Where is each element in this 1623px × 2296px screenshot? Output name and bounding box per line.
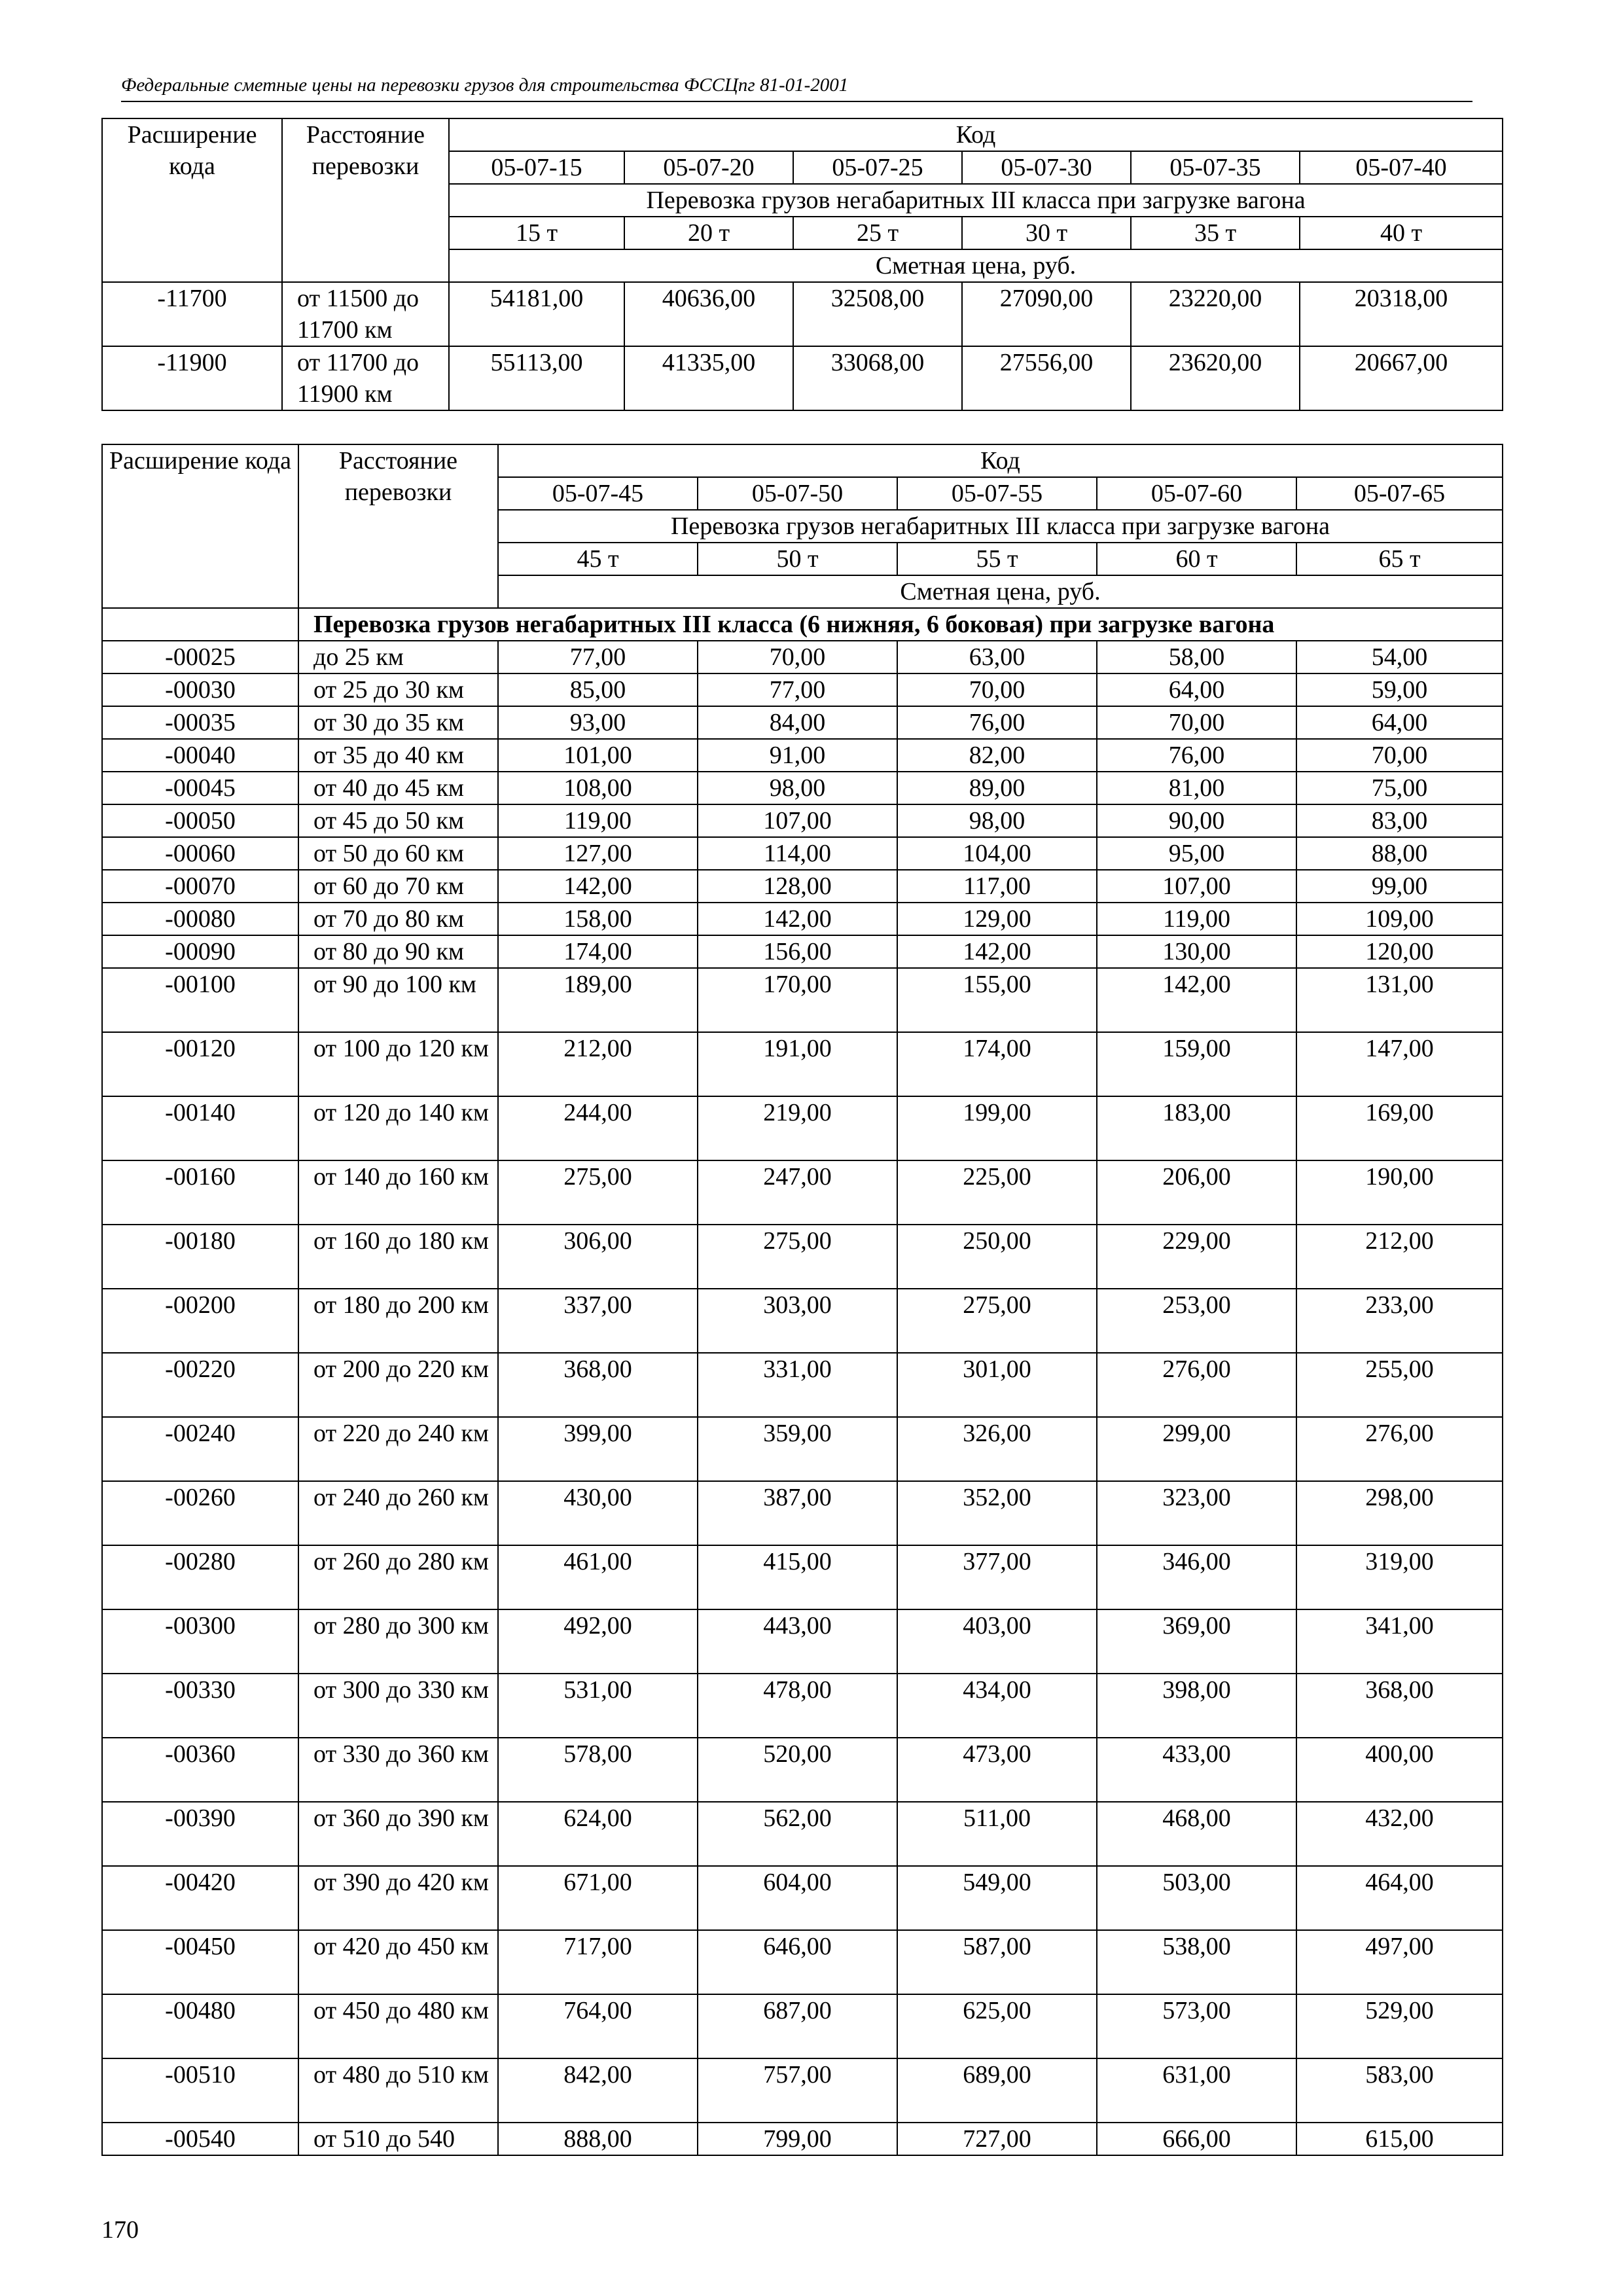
price-cell: 301,00: [897, 1353, 1097, 1417]
price-cell: 275,00: [498, 1160, 698, 1225]
col-header-code: Код: [498, 444, 1503, 477]
row-extension: -00260: [102, 1481, 298, 1545]
price-cell: 631,00: [1097, 2058, 1296, 2123]
row-extension: -00080: [102, 903, 298, 935]
price-cell: 127,00: [498, 837, 698, 870]
price-cell: 91,00: [698, 739, 897, 772]
price-cell: 32508,00: [793, 282, 962, 346]
price-cell: 727,00: [897, 2123, 1097, 2155]
price-cell: 276,00: [1097, 1353, 1296, 1417]
price-cell: 119,00: [1097, 903, 1296, 935]
price-cell: 368,00: [498, 1353, 698, 1417]
price-cell: 478,00: [698, 1674, 897, 1738]
price-cell: 244,00: [498, 1096, 698, 1160]
row-distance: от 330 до 360 км: [298, 1738, 498, 1802]
price-cell: 95,00: [1097, 837, 1296, 870]
price-cell: 503,00: [1097, 1866, 1296, 1930]
price-cell: 190,00: [1296, 1160, 1503, 1225]
price-cell: 687,00: [698, 1994, 897, 2058]
table-row: [102, 641, 1503, 673]
price-cell: 99,00: [1296, 870, 1503, 903]
price-cell: 323,00: [1097, 1481, 1296, 1545]
price-cell: 77,00: [498, 641, 698, 673]
price-cell: 183,00: [1097, 1096, 1296, 1160]
price-table-1: [101, 118, 1503, 411]
row-extension: -00280: [102, 1545, 298, 1609]
table-row: [102, 282, 1503, 346]
price-cell: 757,00: [698, 2058, 897, 2123]
price-cell: 352,00: [897, 1481, 1097, 1545]
row-distance: от 280 до 300 км: [298, 1609, 498, 1674]
price-cell: 464,00: [1296, 1866, 1503, 1930]
col-header-extension: Расширение кода: [102, 444, 298, 608]
price-cell: 671,00: [498, 1866, 698, 1930]
price-cell: 107,00: [1097, 870, 1296, 903]
section-heading: Перевозка грузов негабаритных III класса (6 нижняя, 6 боковая) при загрузке вагона: [298, 608, 1503, 641]
row-extension: -00060: [102, 837, 298, 870]
col-header-extension: Расширение кода: [102, 118, 282, 282]
table-row: [102, 1289, 1503, 1353]
price-cell: 764,00: [498, 1994, 698, 2058]
price-cell: 319,00: [1296, 1545, 1503, 1609]
price-cell: 82,00: [897, 739, 1097, 772]
row-extension: -00180: [102, 1225, 298, 1289]
price-cell: 77,00: [698, 673, 897, 706]
row-distance: от 30 до 35 км: [298, 706, 498, 739]
price-cell: 64,00: [1097, 673, 1296, 706]
col-header-distance: Расстояние перевозки: [298, 444, 498, 608]
row-distance: от 260 до 280 км: [298, 1545, 498, 1609]
price-cell: 142,00: [1097, 968, 1296, 1032]
price-cell: 468,00: [1097, 1802, 1296, 1866]
price-cell: 529,00: [1296, 1994, 1503, 2058]
row-extension: -00050: [102, 804, 298, 837]
price-cell: 90,00: [1097, 804, 1296, 837]
price-cell: 174,00: [498, 935, 698, 968]
row-distance: от 80 до 90 км: [298, 935, 498, 968]
col-header-distance: Расстояние перевозки: [282, 118, 449, 282]
price-cell: 89,00: [897, 772, 1097, 804]
price-cell: 70,00: [698, 641, 897, 673]
price-cell: 583,00: [1296, 2058, 1503, 2123]
row-extension: -00360: [102, 1738, 298, 1802]
price-cell: 368,00: [1296, 1674, 1503, 1738]
price-cell: 531,00: [498, 1674, 698, 1738]
table-row: [102, 1032, 1503, 1096]
table-row: [102, 968, 1503, 1032]
row-extension: -00540: [102, 2123, 298, 2155]
price-cell: 212,00: [498, 1032, 698, 1096]
price-cell: 624,00: [498, 1802, 698, 1866]
row-distance: от 70 до 80 км: [298, 903, 498, 935]
code-cell: 05-07-25: [793, 151, 962, 184]
price-cell: 147,00: [1296, 1032, 1503, 1096]
table-body: [102, 641, 1503, 2155]
row-distance: от 240 до 260 км: [298, 1481, 498, 1545]
price-cell: 98,00: [698, 772, 897, 804]
section-spacer: [102, 608, 298, 641]
price-cell: 20318,00: [1300, 282, 1503, 346]
price-cell: 27556,00: [962, 346, 1131, 410]
table-row: [102, 1994, 1503, 2058]
price-cell: 842,00: [498, 2058, 698, 2123]
price-cell: 41335,00: [624, 346, 793, 410]
price-cell: 276,00: [1296, 1417, 1503, 1481]
price-cell: 130,00: [1097, 935, 1296, 968]
row-extension: -00300: [102, 1609, 298, 1674]
row-distance: от 180 до 200 км: [298, 1289, 498, 1353]
code-cell: 05-07-60: [1097, 477, 1296, 510]
load-cell: 25 т: [793, 217, 962, 249]
price-cell: 387,00: [698, 1481, 897, 1545]
table-row: [102, 739, 1503, 772]
row-extension: -00330: [102, 1674, 298, 1738]
price-cell: 40636,00: [624, 282, 793, 346]
price-cell: 104,00: [897, 837, 1097, 870]
price-cell: 888,00: [498, 2123, 698, 2155]
price-cell: 142,00: [698, 903, 897, 935]
row-distance: от 450 до 480 км: [298, 1994, 498, 2058]
row-distance: от 480 до 510 км: [298, 2058, 498, 2123]
table-row: [102, 1417, 1503, 1481]
table-row: [102, 1481, 1503, 1545]
price-cell: 369,00: [1097, 1609, 1296, 1674]
table-row: [102, 1609, 1503, 1674]
row-distance: от 25 до 30 км: [298, 673, 498, 706]
price-cell: 27090,00: [962, 282, 1131, 346]
running-header: Федеральные сметные цены на перевозки грузов для строительства ФССЦпг 81-01-2001: [121, 75, 849, 96]
price-cell: 98,00: [897, 804, 1097, 837]
table-row: [102, 1738, 1503, 1802]
table-row: [102, 935, 1503, 968]
row-distance: от 50 до 60 км: [298, 837, 498, 870]
row-extension: -11900: [102, 346, 282, 410]
row-extension: -11700: [102, 282, 282, 346]
code-cell: 05-07-35: [1131, 151, 1300, 184]
price-cell: 337,00: [498, 1289, 698, 1353]
price-cell: 255,00: [1296, 1353, 1503, 1417]
table-row: [102, 346, 1503, 410]
row-distance: от 300 до 330 км: [298, 1674, 498, 1738]
price-cell: 191,00: [698, 1032, 897, 1096]
row-extension: -00240: [102, 1417, 298, 1481]
price-cell: 129,00: [897, 903, 1097, 935]
price-label: Сметная цена, руб.: [449, 249, 1503, 282]
price-cell: 93,00: [498, 706, 698, 739]
price-cell: 497,00: [1296, 1930, 1503, 1994]
row-extension: -00220: [102, 1353, 298, 1417]
row-extension: -00030: [102, 673, 298, 706]
price-table-2: [101, 444, 1503, 2156]
price-cell: 331,00: [698, 1353, 897, 1417]
load-cell: 45 т: [498, 543, 698, 575]
price-cell: 377,00: [897, 1545, 1097, 1609]
price-cell: 84,00: [698, 706, 897, 739]
table-row: [102, 1096, 1503, 1160]
price-cell: 433,00: [1097, 1738, 1296, 1802]
load-cell: 60 т: [1097, 543, 1296, 575]
price-cell: 398,00: [1097, 1674, 1296, 1738]
row-extension: -00120: [102, 1032, 298, 1096]
table-row: [102, 1930, 1503, 1994]
row-extension: -00100: [102, 968, 298, 1032]
price-cell: 432,00: [1296, 1802, 1503, 1866]
price-cell: 341,00: [1296, 1609, 1503, 1674]
row-distance: до 25 км: [298, 641, 498, 673]
code-cell: 05-07-65: [1296, 477, 1503, 510]
price-cell: 109,00: [1296, 903, 1503, 935]
price-cell: 578,00: [498, 1738, 698, 1802]
price-cell: 306,00: [498, 1225, 698, 1289]
table-row: [102, 870, 1503, 903]
row-distance: от 420 до 450 км: [298, 1930, 498, 1994]
table-row: [102, 706, 1503, 739]
price-cell: 142,00: [498, 870, 698, 903]
row-extension: -00200: [102, 1289, 298, 1353]
price-cell: 107,00: [698, 804, 897, 837]
price-cell: 70,00: [897, 673, 1097, 706]
price-cell: 81,00: [1097, 772, 1296, 804]
row-distance: от 160 до 180 км: [298, 1225, 498, 1289]
price-cell: 359,00: [698, 1417, 897, 1481]
price-cell: 303,00: [698, 1289, 897, 1353]
price-cell: 23220,00: [1131, 282, 1300, 346]
price-cell: 400,00: [1296, 1738, 1503, 1802]
price-cell: 275,00: [897, 1289, 1097, 1353]
price-cell: 434,00: [897, 1674, 1097, 1738]
price-cell: 119,00: [498, 804, 698, 837]
table-row: [102, 903, 1503, 935]
table-row: [102, 804, 1503, 837]
price-cell: 75,00: [1296, 772, 1503, 804]
table-row: [102, 2123, 1503, 2155]
price-cell: 549,00: [897, 1866, 1097, 1930]
price-cell: 399,00: [498, 1417, 698, 1481]
row-distance: от 35 до 40 км: [298, 739, 498, 772]
price-cell: 206,00: [1097, 1160, 1296, 1225]
price-label: Сметная цена, руб.: [498, 575, 1503, 608]
price-cell: 156,00: [698, 935, 897, 968]
price-cell: 63,00: [897, 641, 1097, 673]
row-distance: от 220 до 240 км: [298, 1417, 498, 1481]
table-row: [102, 1353, 1503, 1417]
price-cell: 70,00: [1097, 706, 1296, 739]
cargo-subtitle: Перевозка грузов негабаритных III класса при загрузке вагона: [449, 184, 1503, 217]
row-distance: от 11700 до 11900 км: [282, 346, 449, 410]
price-cell: 799,00: [698, 2123, 897, 2155]
price-cell: 131,00: [1296, 968, 1503, 1032]
row-extension: -00420: [102, 1866, 298, 1930]
load-cell: 20 т: [624, 217, 793, 249]
price-cell: 88,00: [1296, 837, 1503, 870]
row-extension: -00140: [102, 1096, 298, 1160]
price-cell: 76,00: [1097, 739, 1296, 772]
price-cell: 587,00: [897, 1930, 1097, 1994]
table-row: [102, 1674, 1503, 1738]
price-cell: 174,00: [897, 1032, 1097, 1096]
price-cell: 189,00: [498, 968, 698, 1032]
row-extension: -00040: [102, 739, 298, 772]
price-cell: 646,00: [698, 1930, 897, 1994]
price-cell: 85,00: [498, 673, 698, 706]
price-cell: 604,00: [698, 1866, 897, 1930]
table-row: [102, 1545, 1503, 1609]
price-cell: 199,00: [897, 1096, 1097, 1160]
price-cell: 275,00: [698, 1225, 897, 1289]
table-row: [102, 1866, 1503, 1930]
row-distance: от 100 до 120 км: [298, 1032, 498, 1096]
price-cell: 689,00: [897, 2058, 1097, 2123]
price-cell: 717,00: [498, 1930, 698, 1994]
price-cell: 170,00: [698, 968, 897, 1032]
price-cell: 573,00: [1097, 1994, 1296, 2058]
row-distance: от 200 до 220 км: [298, 1353, 498, 1417]
price-cell: 615,00: [1296, 2123, 1503, 2155]
price-cell: 403,00: [897, 1609, 1097, 1674]
row-extension: -00160: [102, 1160, 298, 1225]
price-cell: 443,00: [698, 1609, 897, 1674]
price-cell: 253,00: [1097, 1289, 1296, 1353]
price-cell: 666,00: [1097, 2123, 1296, 2155]
price-cell: 155,00: [897, 968, 1097, 1032]
row-distance: от 11500 до 11700 км: [282, 282, 449, 346]
price-cell: 225,00: [897, 1160, 1097, 1225]
row-distance: от 360 до 390 км: [298, 1802, 498, 1866]
price-cell: 250,00: [897, 1225, 1097, 1289]
price-cell: 23620,00: [1131, 346, 1300, 410]
price-cell: 511,00: [897, 1802, 1097, 1866]
price-cell: 219,00: [698, 1096, 897, 1160]
load-cell: 40 т: [1300, 217, 1503, 249]
price-cell: 159,00: [1097, 1032, 1296, 1096]
price-cell: 70,00: [1296, 739, 1503, 772]
row-distance: от 90 до 100 км: [298, 968, 498, 1032]
row-extension: -00045: [102, 772, 298, 804]
table-row: [102, 2058, 1503, 2123]
cargo-subtitle: Перевозка грузов негабаритных III класса при загрузке вагона: [498, 510, 1503, 543]
load-cell: 65 т: [1296, 543, 1503, 575]
row-distance: от 45 до 50 км: [298, 804, 498, 837]
price-cell: 430,00: [498, 1481, 698, 1545]
table-row: [102, 772, 1503, 804]
price-cell: 492,00: [498, 1609, 698, 1674]
price-cell: 326,00: [897, 1417, 1097, 1481]
row-extension: -00480: [102, 1994, 298, 2058]
code-cell: 05-07-55: [897, 477, 1097, 510]
price-cell: 298,00: [1296, 1481, 1503, 1545]
row-extension: -00070: [102, 870, 298, 903]
price-cell: 20667,00: [1300, 346, 1503, 410]
price-cell: 33068,00: [793, 346, 962, 410]
table-row: [102, 1802, 1503, 1866]
price-cell: 142,00: [897, 935, 1097, 968]
price-cell: 54,00: [1296, 641, 1503, 673]
price-cell: 101,00: [498, 739, 698, 772]
page-number: 170: [101, 2216, 139, 2244]
price-cell: 76,00: [897, 706, 1097, 739]
code-cell: 05-07-40: [1300, 151, 1503, 184]
load-cell: 30 т: [962, 217, 1131, 249]
price-cell: 169,00: [1296, 1096, 1503, 1160]
price-cell: 346,00: [1097, 1545, 1296, 1609]
row-distance: от 120 до 140 км: [298, 1096, 498, 1160]
price-cell: 120,00: [1296, 935, 1503, 968]
price-cell: 128,00: [698, 870, 897, 903]
price-cell: 562,00: [698, 1802, 897, 1866]
price-cell: 233,00: [1296, 1289, 1503, 1353]
table-row: [102, 1225, 1503, 1289]
col-header-code: Код: [449, 118, 1503, 151]
price-cell: 59,00: [1296, 673, 1503, 706]
load-cell: 35 т: [1131, 217, 1300, 249]
header-rule: [121, 101, 1472, 102]
load-cell: 50 т: [698, 543, 897, 575]
code-cell: 05-07-20: [624, 151, 793, 184]
row-extension: -00025: [102, 641, 298, 673]
price-cell: 538,00: [1097, 1930, 1296, 1994]
table-row: [102, 1160, 1503, 1225]
price-cell: 54181,00: [449, 282, 624, 346]
load-cell: 55 т: [897, 543, 1097, 575]
code-cell: 05-07-45: [498, 477, 698, 510]
price-cell: 212,00: [1296, 1225, 1503, 1289]
price-cell: 108,00: [498, 772, 698, 804]
row-distance: от 60 до 70 км: [298, 870, 498, 903]
price-cell: 117,00: [897, 870, 1097, 903]
row-extension: -00510: [102, 2058, 298, 2123]
code-cell: 05-07-50: [698, 477, 897, 510]
row-extension: -00035: [102, 706, 298, 739]
price-cell: 247,00: [698, 1160, 897, 1225]
price-cell: 415,00: [698, 1545, 897, 1609]
row-distance: от 510 до 540: [298, 2123, 498, 2155]
price-cell: 158,00: [498, 903, 698, 935]
price-cell: 520,00: [698, 1738, 897, 1802]
row-distance: от 390 до 420 км: [298, 1866, 498, 1930]
price-cell: 625,00: [897, 1994, 1097, 2058]
row-extension: -00390: [102, 1802, 298, 1866]
price-cell: 83,00: [1296, 804, 1503, 837]
row-extension: -00450: [102, 1930, 298, 1994]
price-cell: 58,00: [1097, 641, 1296, 673]
price-cell: 461,00: [498, 1545, 698, 1609]
code-cell: 05-07-15: [449, 151, 624, 184]
row-distance: от 40 до 45 км: [298, 772, 498, 804]
table-row: [102, 673, 1503, 706]
price-cell: 114,00: [698, 837, 897, 870]
row-distance: от 140 до 160 км: [298, 1160, 498, 1225]
price-cell: 473,00: [897, 1738, 1097, 1802]
load-cell: 15 т: [449, 217, 624, 249]
price-cell: 299,00: [1097, 1417, 1296, 1481]
row-extension: -00090: [102, 935, 298, 968]
code-cell: 05-07-30: [962, 151, 1131, 184]
price-cell: 64,00: [1296, 706, 1503, 739]
table-row: [102, 837, 1503, 870]
price-cell: 229,00: [1097, 1225, 1296, 1289]
price-cell: 55113,00: [449, 346, 624, 410]
